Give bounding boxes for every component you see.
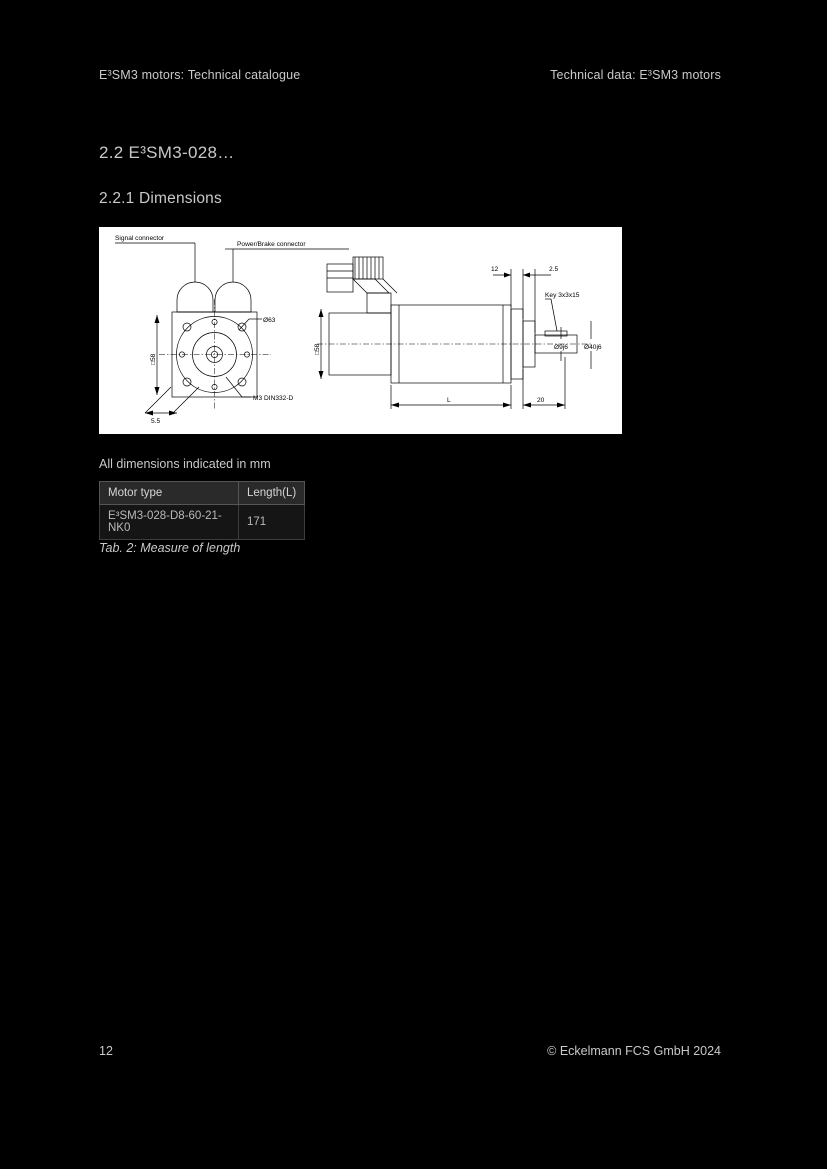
copyright-text: © Eckelmann FCS GmbH 2024 — [547, 1044, 721, 1058]
table-header-row — [100, 482, 305, 505]
label-dim-5-5: 5.5 — [151, 418, 161, 425]
label-power-brake-connector: Power/Brake connector — [237, 241, 306, 248]
column-header-motor-type: Motor type — [100, 482, 239, 505]
label-dia40j6: Ø40j6 — [584, 344, 602, 351]
header-right-text: Technical data: E³SM3 motors — [550, 68, 721, 82]
table-row — [100, 505, 305, 540]
label-sq58-side: □58 — [314, 343, 321, 355]
motor-dimension-drawing — [99, 227, 622, 434]
table-caption: Tab. 2: Measure of length — [99, 541, 241, 555]
cell-motor-type: E³SM3-028-D8-60-21-NK0 — [100, 505, 239, 540]
label-dim-L: L — [447, 397, 451, 404]
label-dia63: Ø63 — [263, 317, 276, 324]
header-left-text: E³SM3 motors: Technical catalogue — [99, 68, 301, 82]
length-table — [99, 481, 305, 540]
label-dim-12: 12 — [491, 266, 499, 273]
cell-length: 171 — [239, 505, 305, 540]
section-heading: 2.2 E³SM3-028… — [99, 143, 235, 162]
dimension-drawing-figure — [99, 227, 622, 434]
column-header-length: Length(L) — [239, 482, 305, 505]
label-dia9j6: Ø9j6 — [554, 344, 568, 351]
label-sq58-front: □58 — [150, 353, 157, 365]
label-key: Key 3x3x15 — [545, 292, 580, 299]
label-m3-din332: M3 DIN332-D — [253, 395, 294, 402]
page-number: 12 — [99, 1044, 113, 1058]
label-dim-2-5: 2.5 — [549, 266, 559, 273]
label-signal-connector: Signal connector — [115, 235, 165, 242]
dimensions-note: All dimensions indicated in mm — [99, 457, 271, 471]
subsection-heading: 2.2.1 Dimensions — [99, 190, 222, 207]
label-dim-20: 20 — [537, 397, 545, 404]
page-footer — [99, 1044, 721, 1058]
running-header — [99, 68, 721, 82]
